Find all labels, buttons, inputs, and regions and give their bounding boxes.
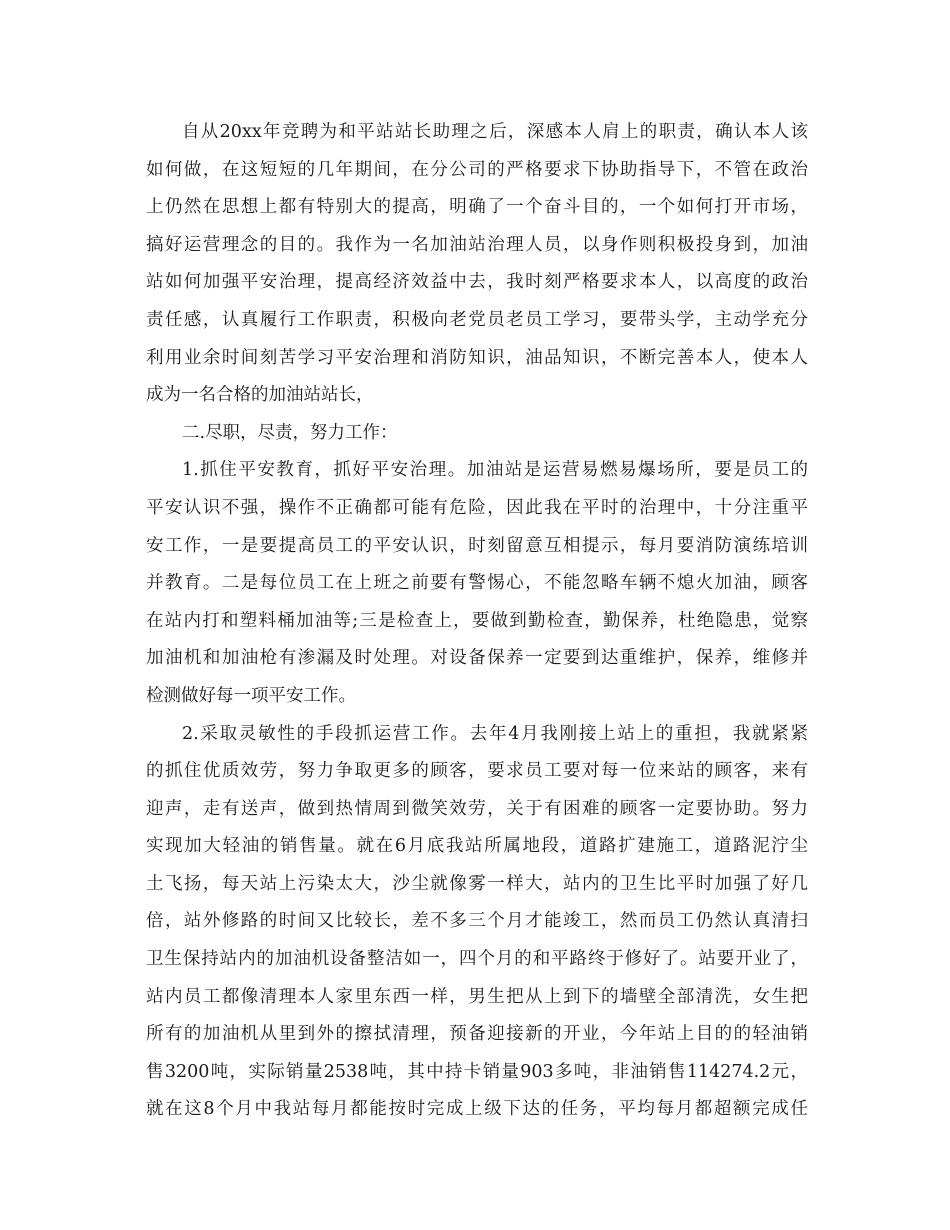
paragraph-safety xyxy=(146,452,808,715)
text-line: 的抓住优质效劳，努力争取更多的顾客，要求员工要对每一位来站的顾客，来有 xyxy=(146,761,808,782)
text-line: 就在这8个月中我站每月都能按时完成上级下达的任务，平均每月都超额完成任 xyxy=(146,1099,808,1120)
section-heading-text: 二.尽职，尽责，努力工作： xyxy=(182,422,398,443)
text-line: 站如何加强平安治理，提高经济效益中去，我时刻严格要求本人，以高度的政治 xyxy=(146,272,808,293)
text-line: 售3200吨，实际销量2538吨，其中持卡销量903多吨，非油销售114274.2元， xyxy=(146,1061,808,1082)
text-line: 倍，站外修路的时间又比较长，差不多三个月才能竣工，然而员工仍然认真清扫 xyxy=(146,911,808,932)
section-heading xyxy=(146,415,808,453)
text-line: 实现加大轻油的销售量。就在6月底我站所属地段，道路扩建施工，道路泥泞尘 xyxy=(146,836,808,857)
text-line: 如何做，在这短短的几年期间，在分公司的严格要求下协助指导下，不管在政治 xyxy=(146,159,808,180)
text-line: 自从20xx年竞聘为和平站站长助理之后，深感本人肩上的职责，确认本人该 xyxy=(182,122,808,142)
text-line: 上仍然在思想上都有特别大的提高，明确了一个奋斗目的，一个如何打开市场， xyxy=(146,197,808,218)
text-line: 加油机和加油枪有渗漏及时处理。对设备保养一定要到达重维护，保养，维修并 xyxy=(146,648,808,669)
paragraph-intro xyxy=(146,114,808,415)
text-line: 成为一名合格的加油站站长， xyxy=(146,385,374,406)
text-line: 卫生保持站内的加油机设备整洁如一，四个月的和平路终于修好了。站要开业了， xyxy=(146,949,808,970)
paragraph-operations xyxy=(146,716,808,1130)
text-line: 迎声，走有送声，做到热情周到微笑效劳，关于有困难的顾客一定要协助。努力 xyxy=(146,798,808,819)
text-line: 检测做好每一项平安工作。 xyxy=(146,685,356,706)
text-line: 2.采取灵敏性的手段抓运营工作。去年4月我刚接上站上的重担，我就紧紧 xyxy=(182,723,808,744)
text-line: 在站内打和塑料桶加油等;三是检查上，要做到勤检查，勤保养，杜绝隐患，觉察 xyxy=(146,610,808,631)
text-line: 搞好运营理念的目的。我作为一名加油站治理人员，以身作则积极投身到，加油 xyxy=(146,234,808,255)
text-line: 安工作，一是要提高员工的平安认识，时刻留意互相提示，每月要消防演练培训 xyxy=(146,535,808,556)
text-line: 土飞扬，每天站上污染太大，沙尘就像雾一样大，站内的卫生比平时加强了好几 xyxy=(146,873,808,894)
text-line: 所有的加油机从里到外的擦拭清理，预备迎接新的开业，今年站上目的的轻油销 xyxy=(146,1024,808,1045)
text-line: 1.抓住平安教育，抓好平安治理。加油站是运营易燃易爆场所，要是员工的 xyxy=(182,460,808,481)
document-body xyxy=(146,114,808,1129)
text-line: 并教育。二是每位员工在上班之前要有警惕心，不能忽略车辆不熄火加油，顾客 xyxy=(146,573,808,594)
text-line: 责任感，认真履行工作职责，积极向老党员老员工学习，要带头学，主动学充分 xyxy=(146,309,808,330)
text-line: 站内员工都像清理本人家里东西一样，男生把从上到下的墙壁全部清洗，女生把 xyxy=(146,986,808,1007)
text-line: 平安认识不强，操作不正确都可能有危险，因此我在平时的治理中，十分注重平 xyxy=(146,497,808,518)
text-line: 利用业余时间刻苦学习平安治理和消防知识，油品知识，不断完善本人，使本人 xyxy=(146,347,808,368)
